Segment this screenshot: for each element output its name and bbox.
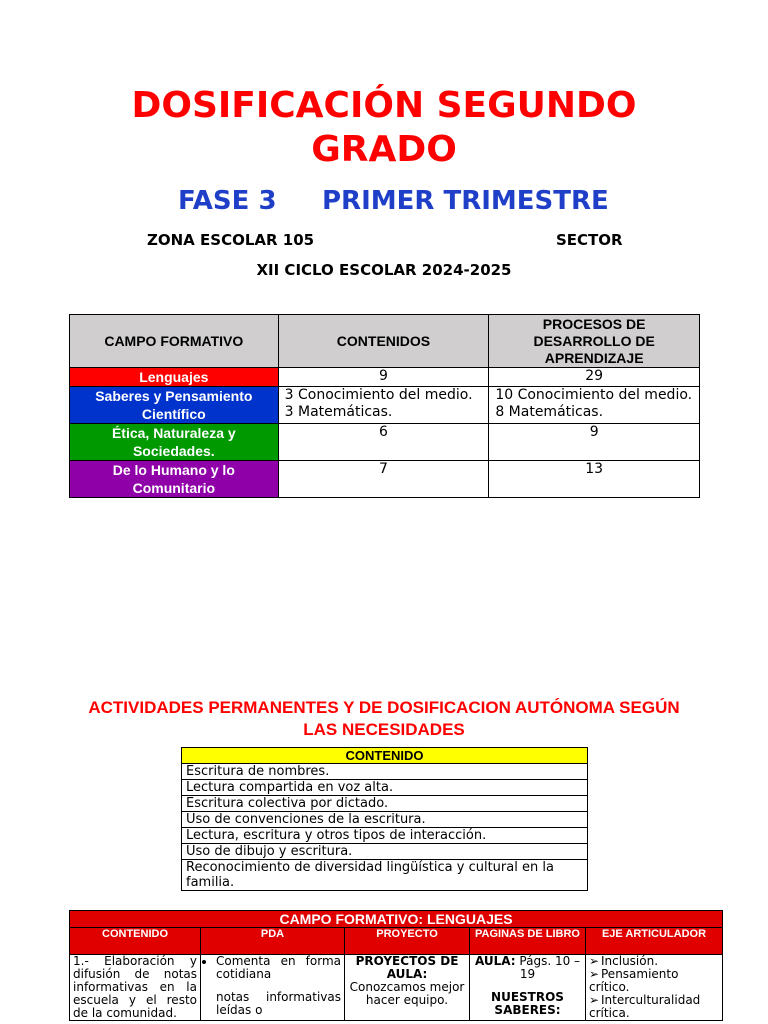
contenido-item: Escritura de nombres. bbox=[182, 764, 588, 780]
header-paginas: PAGINAS DE LIBRO bbox=[470, 928, 586, 955]
procesos-line: 8 Matemáticas. bbox=[495, 404, 604, 420]
procesos-line: 10 Conocimiento del medio. bbox=[495, 387, 693, 403]
paginas-text: Págs. 10 – 19 bbox=[519, 954, 581, 981]
pda-item: • Comenta en forma cotidiana bbox=[216, 955, 341, 981]
contenido-item: Uso de dibujo y escritura. bbox=[182, 844, 588, 860]
table-row bbox=[70, 955, 723, 1021]
campo-lenguajes: Lenguajes bbox=[70, 368, 279, 387]
header-eje: EJE ARTICULADOR bbox=[586, 928, 723, 955]
pda-list bbox=[204, 955, 341, 981]
lenguajes-title: CAMPO FORMATIVO: LENGUAJES bbox=[70, 911, 723, 928]
list-item bbox=[182, 828, 588, 844]
paginas-label: AULA: bbox=[474, 954, 516, 968]
title-line-2: GRADO bbox=[311, 129, 457, 170]
contenido-item: Lectura compartida en voz alta. bbox=[182, 780, 588, 796]
summary-row-lenguajes bbox=[70, 368, 700, 387]
lenguajes-title-row bbox=[70, 911, 723, 928]
contenido-item: Escritura colectiva por dictado. bbox=[182, 796, 588, 812]
list-item bbox=[182, 780, 588, 796]
saberes-label: NUESTROS SABERES: bbox=[491, 990, 564, 1017]
header-campo-formativo: CAMPO FORMATIVO bbox=[70, 315, 279, 368]
contenidos-line: 3 Matemáticas. bbox=[284, 404, 393, 420]
header-procesos: PROCESOS DE DESARROLLO DE APRENDIZAJE bbox=[489, 315, 700, 368]
contenido-header: CONTENIDO bbox=[182, 748, 588, 764]
summary-row-humano bbox=[70, 461, 700, 498]
procesos-value bbox=[489, 387, 700, 424]
campo-etica: Ética, Naturaleza y Sociedades. bbox=[70, 424, 279, 461]
contenido-header-row bbox=[182, 748, 588, 764]
header-proyecto: PROYECTO bbox=[345, 928, 470, 955]
header-contenido: CONTENIDO bbox=[70, 928, 201, 955]
proyecto-cell bbox=[345, 955, 470, 1021]
activities-heading-line-2: LAS NECESIDADES bbox=[303, 720, 465, 739]
contenidos-value: 7 bbox=[278, 461, 489, 498]
sector-label: SECTOR bbox=[556, 231, 623, 249]
lenguajes-table bbox=[69, 910, 723, 1021]
zone-sector-row bbox=[0, 231, 768, 253]
list-item bbox=[182, 796, 588, 812]
list-item bbox=[182, 860, 588, 891]
header-contenidos: CONTENIDOS bbox=[278, 315, 489, 368]
proyecto-text: Conozcamos mejor hacer equipo. bbox=[349, 980, 465, 1007]
document-title bbox=[0, 84, 768, 172]
eje-list bbox=[589, 955, 719, 1020]
eje-cell bbox=[586, 955, 723, 1021]
paginas-cell bbox=[470, 955, 586, 1021]
contenidos-line: 3 Conocimiento del medio. bbox=[284, 387, 473, 403]
contenido-item: Lectura, escritura y otros tipos de interacción. bbox=[182, 828, 588, 844]
title-line-1: DOSIFICACIÓN SEGUNDO bbox=[131, 85, 637, 126]
list-item bbox=[182, 812, 588, 828]
trimester-label: PRIMER TRIMESTRE bbox=[322, 186, 609, 216]
contenidos-value: 6 bbox=[278, 424, 489, 461]
eje-item: ➢ Inclusión. bbox=[589, 955, 719, 968]
contenido-item: Uso de convenciones de la escritura. bbox=[182, 812, 588, 828]
pda-cell bbox=[201, 955, 345, 1021]
pda-continuation: notas informativas leídas o bbox=[216, 990, 341, 1017]
contenido-cell: 1.- Elaboración y difusión de notas informativas en la escuela y el resto de la comunidad. bbox=[70, 955, 201, 1021]
proyecto-label: PROYECTOS DE AULA: bbox=[355, 954, 459, 981]
summary-header-row bbox=[70, 315, 700, 368]
eje-item: ➢ Pensamiento crítico. bbox=[589, 968, 719, 994]
activities-heading-line-1: ACTIVIDADES PERMANENTES Y DE DOSIFICACION AUTÓNOMA SEGÚN bbox=[88, 698, 680, 717]
campo-saberes: Saberes y Pensamiento Científico bbox=[70, 387, 279, 424]
permanent-activities-table bbox=[181, 747, 588, 891]
contenido-item: Reconocimiento de diversidad lingüística y cultural en la familia. bbox=[182, 860, 588, 891]
list-item bbox=[182, 764, 588, 780]
contenidos-value: 9 bbox=[278, 368, 489, 387]
procesos-value: 9 bbox=[489, 424, 700, 461]
eje-item: ➢ Interculturalidad crítica. bbox=[589, 994, 719, 1020]
header-pda: PDA bbox=[201, 928, 345, 955]
procesos-value: 29 bbox=[489, 368, 700, 387]
phase-label: FASE 3 bbox=[178, 186, 277, 216]
lenguajes-header-row bbox=[70, 928, 723, 955]
contenidos-value bbox=[278, 387, 489, 424]
school-cycle: XII CICLO ESCOLAR 2024-2025 bbox=[256, 261, 512, 279]
activities-heading bbox=[0, 697, 768, 741]
list-item bbox=[182, 844, 588, 860]
campo-humano: De lo Humano y lo Comunitario bbox=[70, 461, 279, 498]
procesos-value: 13 bbox=[489, 461, 700, 498]
school-zone: ZONA ESCOLAR 105 bbox=[147, 231, 315, 249]
summary-row-etica bbox=[70, 424, 700, 461]
summary-table bbox=[69, 314, 700, 498]
summary-row-saberes bbox=[70, 387, 700, 424]
